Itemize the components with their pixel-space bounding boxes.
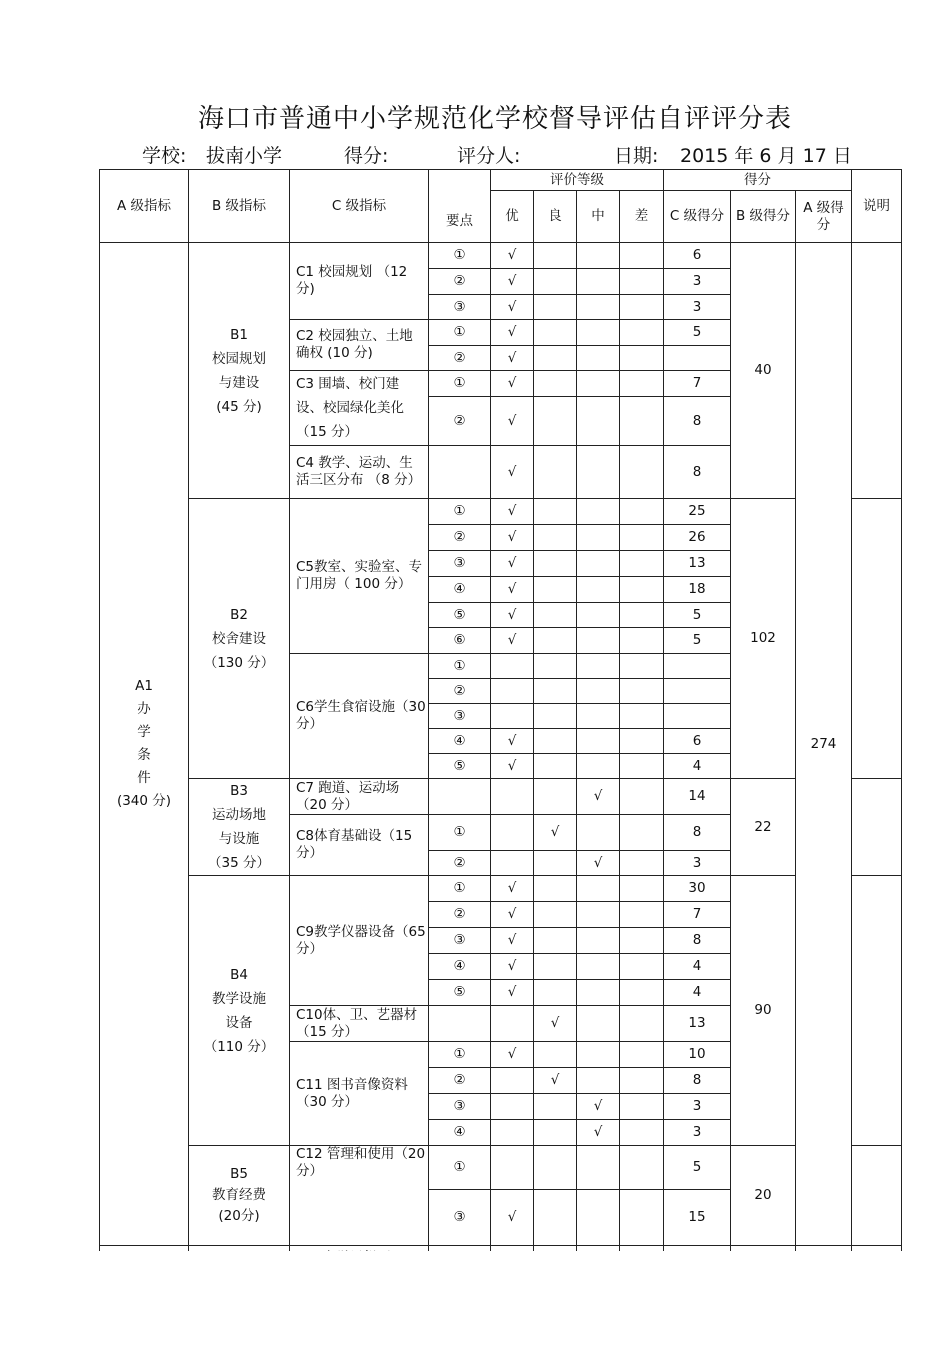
grade-cell-fair [577, 1190, 620, 1246]
grade-cell-excellent: √ [491, 525, 534, 551]
grade-cell-good: √ [534, 1068, 577, 1094]
point-cell: ③ [429, 928, 491, 954]
point-cell: ① [429, 320, 491, 346]
grade-cell-excellent: √ [491, 754, 534, 779]
b-score-cell: 20 [731, 1146, 796, 1246]
c-score-cell: 7 [664, 902, 731, 928]
grade-cell-excellent [491, 1120, 534, 1146]
grade-cell-good [534, 525, 577, 551]
grade-cell-poor [620, 729, 664, 754]
grade-cell-fair [577, 754, 620, 779]
grade-cell-good [534, 603, 577, 628]
c-level-cell: C8体育基础设（15 分） [290, 815, 429, 876]
grade-cell-good [534, 269, 577, 295]
point-cell: ③ [429, 1190, 491, 1246]
point-cell: ④ [429, 577, 491, 603]
grade-cell-fair [577, 928, 620, 954]
point-cell: ① [429, 371, 491, 397]
table-row [100, 1146, 902, 1190]
grade-cell-poor [620, 551, 664, 577]
grade-cell-excellent: √ [491, 295, 534, 320]
table-row [100, 876, 902, 902]
grade-cell-poor [620, 1190, 664, 1246]
grade-cell-good [534, 754, 577, 779]
grade-cell-good: √ [534, 815, 577, 851]
grade-cell-fair [577, 654, 620, 679]
grade-cell-poor [620, 754, 664, 779]
header-a-score: A 级得分 [796, 191, 852, 243]
c-level-cell: C4 教学、运动、生活三区分布 （8 分） [290, 446, 429, 499]
c-score-cell: 15 [664, 1190, 731, 1246]
c-score-cell: 8 [664, 1068, 731, 1094]
c-score-cell: 4 [664, 754, 731, 779]
grade-cell-excellent [491, 1068, 534, 1094]
c-level-cell: C12 管理和使用（20 分） [290, 1146, 429, 1246]
grade-cell-fair [577, 269, 620, 295]
point-cell: ⑤ [429, 980, 491, 1006]
note-cell [852, 779, 902, 876]
grade-cell-excellent: √ [491, 320, 534, 346]
grade-cell-fair [577, 446, 620, 499]
rater-label: 评分人: [457, 145, 521, 167]
grade-cell-fair [577, 902, 620, 928]
table-row [100, 243, 902, 269]
point-cell [429, 1006, 491, 1042]
c-score-cell: 4 [664, 954, 731, 980]
grade-cell-good [534, 295, 577, 320]
c-score-cell [664, 346, 731, 371]
grade-cell-excellent: √ [491, 902, 534, 928]
header-c-score: C 级得分 [664, 191, 731, 243]
point-cell: ① [429, 1042, 491, 1068]
grade-cell-excellent: √ [491, 397, 534, 446]
point-cell: ② [429, 902, 491, 928]
grade-cell-poor [620, 1006, 664, 1042]
c-score-cell: 8 [664, 397, 731, 446]
grade-cell-good [534, 628, 577, 654]
point-cell: ⑥ [429, 628, 491, 654]
grade-cell-poor [620, 954, 664, 980]
grade-cell-fair [577, 1068, 620, 1094]
grade-cell-poor [620, 876, 664, 902]
date-label: 日期: [614, 145, 659, 167]
grade-cell-excellent: √ [491, 371, 534, 397]
school-value: 拔南小学 [206, 145, 283, 167]
table-body [100, 170, 902, 1271]
grade-cell-good [534, 320, 577, 346]
point-cell: ⑤ [429, 603, 491, 628]
c-score-cell: 6 [664, 243, 731, 269]
grade-cell-good [534, 446, 577, 499]
grade-cell-good [534, 551, 577, 577]
grade-cell-fair [577, 876, 620, 902]
b-level-cell: B3 运动场地 与设施 （35 分） [189, 779, 290, 876]
header-a-level: A 级指标 [100, 170, 189, 243]
grade-cell-good [534, 851, 577, 876]
grade-cell-fair [577, 295, 620, 320]
c-score-cell: 3 [664, 295, 731, 320]
grade-cell-poor [620, 851, 664, 876]
c-score-cell: 3 [664, 851, 731, 876]
point-cell: ② [429, 851, 491, 876]
point-cell: ① [429, 499, 491, 525]
c-score-cell: 5 [664, 603, 731, 628]
grade-cell-good [534, 371, 577, 397]
note-cell [852, 499, 902, 779]
grade-cell-fair [577, 551, 620, 577]
grade-cell-poor [620, 295, 664, 320]
c-score-cell: 14 [664, 779, 731, 815]
c-level-cell: C3 围墙、校门建设、校园绿化美化（15 分） [290, 371, 429, 446]
point-cell: ② [429, 525, 491, 551]
evaluation-table [99, 169, 902, 1271]
point-cell: ③ [429, 704, 491, 729]
c-score-cell: 25 [664, 499, 731, 525]
grade-cell-excellent: √ [491, 269, 534, 295]
c-score-cell: 8 [664, 446, 731, 499]
grade-cell-poor [620, 679, 664, 704]
b-score-cell: 40 [731, 243, 796, 499]
grade-cell-excellent [491, 654, 534, 679]
point-cell [429, 779, 491, 815]
point-cell: ② [429, 1068, 491, 1094]
b-level-cell: B5 教育经费 (20分) [189, 1146, 290, 1246]
b-score-cell: 102 [731, 499, 796, 779]
c-level-cell: C7 跑道、运动场（20 分） [290, 779, 429, 815]
score-label: 得分: [344, 145, 389, 167]
grade-cell-fair [577, 1042, 620, 1068]
grade-cell-excellent [491, 1146, 534, 1190]
c-score-cell: 5 [664, 628, 731, 654]
grade-cell-good [534, 654, 577, 679]
point-cell: ④ [429, 1120, 491, 1146]
grade-cell-poor [620, 928, 664, 954]
grade-cell-poor [620, 397, 664, 446]
c-score-cell [664, 679, 731, 704]
c-score-cell: 10 [664, 1042, 731, 1068]
grade-cell-excellent: √ [491, 603, 534, 628]
point-cell: ⑤ [429, 754, 491, 779]
header-c-level: C 级指标 [290, 170, 429, 243]
grade-cell-good [534, 928, 577, 954]
point-cell: ② [429, 346, 491, 371]
grade-cell-good [534, 679, 577, 704]
point-cell: ① [429, 876, 491, 902]
grade-cell-poor [620, 499, 664, 525]
grade-cell-excellent: √ [491, 446, 534, 499]
a-score-cell: 274 [796, 243, 852, 1246]
grade-cell-excellent: √ [491, 551, 534, 577]
grade-cell-excellent [491, 704, 534, 729]
b-level-cell: B1 校园规划 与建设 (45 分) [189, 243, 290, 499]
grade-cell-fair [577, 815, 620, 851]
grade-cell-excellent: √ [491, 954, 534, 980]
c-level-cell: C11 图书音像资料（30 分） [290, 1042, 429, 1146]
c-score-cell: 3 [664, 1120, 731, 1146]
grade-cell-poor [620, 628, 664, 654]
grade-cell-excellent: √ [491, 628, 534, 654]
c-score-cell: 4 [664, 980, 731, 1006]
grade-cell-good: √ [534, 1006, 577, 1042]
grade-cell-fair: √ [577, 1094, 620, 1120]
grade-cell-good [534, 243, 577, 269]
grade-cell-poor [620, 243, 664, 269]
grade-cell-fair [577, 243, 620, 269]
c-score-cell: 7 [664, 371, 731, 397]
c-score-cell [664, 654, 731, 679]
grade-cell-fair [577, 371, 620, 397]
grade-cell-good [534, 577, 577, 603]
c-level-cell: C2 校园独立、土地确权 (10 分) [290, 320, 429, 371]
c-score-cell: 13 [664, 1006, 731, 1042]
grade-cell-excellent: √ [491, 1190, 534, 1246]
c-score-cell: 3 [664, 269, 731, 295]
c-level-cell: C1 校园规划 （12 分) [290, 243, 429, 320]
grade-cell-fair [577, 577, 620, 603]
grade-cell-good [534, 1190, 577, 1246]
grade-cell-poor [620, 446, 664, 499]
table-row [100, 779, 902, 815]
grade-cell-poor [620, 902, 664, 928]
b-score-cell: 22 [731, 779, 796, 876]
grade-cell-poor [620, 1120, 664, 1146]
grade-cell-fair [577, 397, 620, 446]
grade-cell-good [534, 397, 577, 446]
grade-cell-poor [620, 525, 664, 551]
grade-cell-poor [620, 603, 664, 628]
b-score-cell: 90 [731, 876, 796, 1146]
header-point: 要点 [429, 170, 491, 243]
grade-cell-poor [620, 577, 664, 603]
grade-cell-fair: √ [577, 1120, 620, 1146]
c-level-cell: C10体、卫、艺器材（15 分） [290, 1006, 429, 1042]
note-cell [852, 876, 902, 1146]
grade-cell-poor [620, 1068, 664, 1094]
b-level-cell: B4 教学设施 设备 （110 分） [189, 876, 290, 1146]
grade-cell-poor [620, 815, 664, 851]
a-level-cell: A1 办 学 条 件 (340 分) [100, 243, 189, 1246]
grade-cell-good [534, 346, 577, 371]
c-score-cell: 5 [664, 1146, 731, 1190]
note-cell [852, 1146, 902, 1246]
grade-cell-poor [620, 779, 664, 815]
point-cell: ② [429, 397, 491, 446]
header-score-group: 得分 [664, 170, 852, 191]
c-score-cell: 8 [664, 815, 731, 851]
page-title: 海口市普通中小学规范化学校督导评估自评评分表 [197, 104, 792, 134]
header-note: 说明 [852, 170, 902, 243]
header-fair: 中 [577, 191, 620, 243]
grade-cell-excellent [491, 851, 534, 876]
grade-cell-poor [620, 269, 664, 295]
grade-cell-good [534, 1042, 577, 1068]
grade-cell-poor [620, 346, 664, 371]
grade-cell-fair: √ [577, 851, 620, 876]
grade-cell-fair [577, 499, 620, 525]
grade-cell-fair [577, 628, 620, 654]
grade-cell-poor [620, 320, 664, 346]
grade-cell-poor [620, 371, 664, 397]
c-level-cell: C9教学仪器设备（65 分） [290, 876, 429, 1006]
point-cell: ② [429, 679, 491, 704]
point-cell: ③ [429, 295, 491, 320]
date-value: 2015 年 6 月 17 日 [680, 145, 852, 167]
c-score-cell: 30 [664, 876, 731, 902]
header-b-level: B 级指标 [189, 170, 290, 243]
c-score-cell: 3 [664, 1094, 731, 1120]
b-level-cell: B2 校舍建设 （130 分） [189, 499, 290, 779]
grade-cell-good [534, 1146, 577, 1190]
grade-cell-poor [620, 1094, 664, 1120]
grade-cell-good [534, 954, 577, 980]
school-label: 学校: [142, 145, 187, 167]
grade-cell-fair [577, 679, 620, 704]
grade-cell-excellent [491, 1094, 534, 1120]
c-level-cell: C5教室、实验室、专门用房（ 100 分） [290, 499, 429, 654]
grade-cell-excellent: √ [491, 980, 534, 1006]
grade-cell-excellent [491, 1006, 534, 1042]
note-cell [852, 243, 902, 499]
point-cell: ① [429, 243, 491, 269]
header-poor: 差 [620, 191, 664, 243]
point-cell: ③ [429, 551, 491, 577]
grade-cell-excellent [491, 679, 534, 704]
c-score-cell [664, 704, 731, 729]
header-b-score: B 级得分 [731, 191, 796, 243]
header-grade-group: 评价等级 [491, 170, 664, 191]
grade-cell-fair [577, 320, 620, 346]
c-score-cell: 26 [664, 525, 731, 551]
grade-cell-good [534, 704, 577, 729]
grade-cell-good [534, 499, 577, 525]
grade-cell-poor [620, 1042, 664, 1068]
header-row-1 [100, 170, 902, 191]
grade-cell-excellent: √ [491, 346, 534, 371]
header-good: 良 [534, 191, 577, 243]
header-excellent: 优 [491, 191, 534, 243]
grade-cell-fair [577, 1006, 620, 1042]
grade-cell-poor [620, 704, 664, 729]
table-row [100, 499, 902, 525]
grade-cell-poor [620, 980, 664, 1006]
c-score-cell: 13 [664, 551, 731, 577]
grade-cell-fair: √ [577, 779, 620, 815]
point-cell [429, 446, 491, 499]
point-cell: ③ [429, 1094, 491, 1120]
c-score-cell: 18 [664, 577, 731, 603]
c-score-cell: 5 [664, 320, 731, 346]
page-bottom-margin [0, 1251, 950, 1345]
grade-cell-fair [577, 980, 620, 1006]
grade-cell-excellent [491, 779, 534, 815]
grade-cell-good [534, 729, 577, 754]
grade-cell-excellent: √ [491, 876, 534, 902]
grade-cell-excellent: √ [491, 243, 534, 269]
grade-cell-good [534, 1120, 577, 1146]
grade-cell-excellent: √ [491, 729, 534, 754]
c-score-cell: 8 [664, 928, 731, 954]
grade-cell-excellent: √ [491, 499, 534, 525]
grade-cell-fair [577, 525, 620, 551]
point-cell: ① [429, 1146, 491, 1190]
c-level-cell: C6学生食宿设施（30 分） [290, 654, 429, 779]
c-score-cell: 6 [664, 729, 731, 754]
grade-cell-good [534, 980, 577, 1006]
point-cell: ④ [429, 954, 491, 980]
point-cell: ① [429, 815, 491, 851]
grade-cell-excellent: √ [491, 1042, 534, 1068]
grade-cell-poor [620, 1146, 664, 1190]
grade-cell-fair [577, 729, 620, 754]
grade-cell-excellent [491, 815, 534, 851]
grade-cell-fair [577, 704, 620, 729]
grade-cell-excellent: √ [491, 577, 534, 603]
grade-cell-fair [577, 1146, 620, 1190]
grade-cell-poor [620, 654, 664, 679]
grade-cell-good [534, 902, 577, 928]
point-cell: ② [429, 269, 491, 295]
grade-cell-good [534, 779, 577, 815]
grade-cell-fair [577, 346, 620, 371]
point-cell: ④ [429, 729, 491, 754]
grade-cell-fair [577, 954, 620, 980]
grade-cell-good [534, 876, 577, 902]
grade-cell-excellent: √ [491, 928, 534, 954]
grade-cell-good [534, 1094, 577, 1120]
point-cell: ① [429, 654, 491, 679]
grade-cell-fair [577, 603, 620, 628]
